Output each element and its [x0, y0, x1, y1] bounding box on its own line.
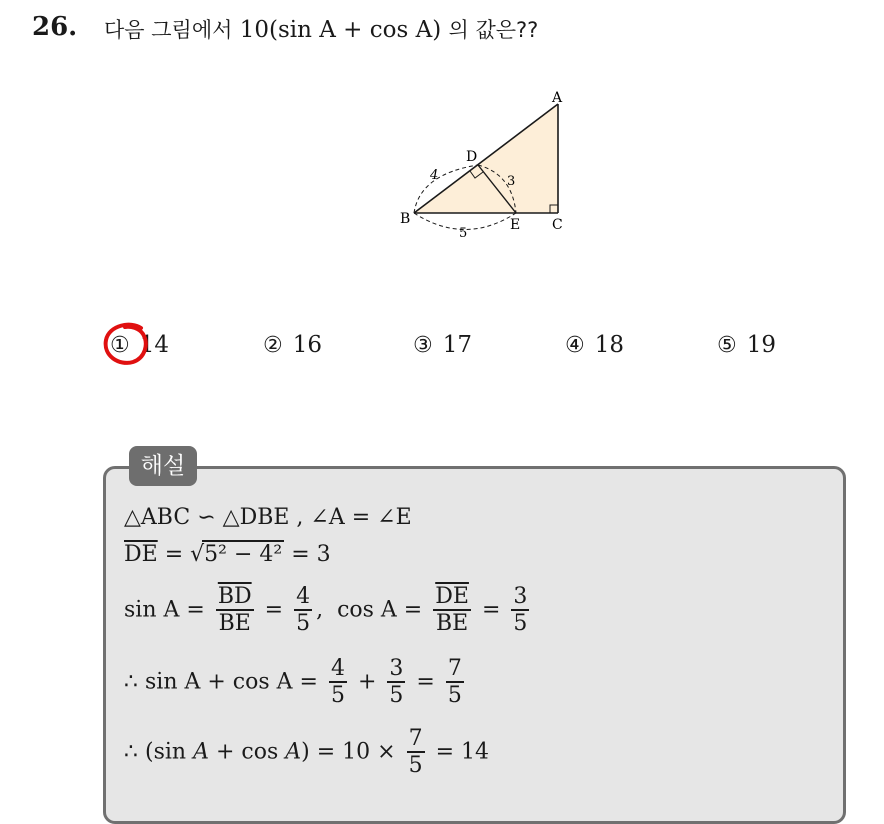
choice-4-value: 18 — [594, 332, 625, 358]
question-text-prefix: 다음 그림에서 — [104, 18, 233, 42]
numerator: $\overline{DE}$ — [435, 584, 469, 609]
denominator: 5 — [389, 683, 404, 709]
similar-symbol: ∽ — [197, 505, 216, 530]
choice-4-mark: ④ — [565, 333, 585, 358]
radicand: 5² − 4² — [204, 542, 283, 567]
equals: = — [164, 542, 184, 567]
equals: = — [481, 597, 501, 623]
choice-5-value: 19 — [746, 332, 777, 358]
final-var-a1: A — [193, 739, 209, 765]
final-text-c: ) = 10 × — [301, 739, 396, 765]
final-text-a: (sin — [145, 739, 194, 765]
label-B: B — [400, 211, 411, 227]
fraction-4-5 — [294, 584, 312, 637]
therefore-icon: ∴ — [124, 739, 138, 765]
plus: + — [357, 669, 377, 695]
question-text-math: 10(sin A + cos A) — [239, 17, 442, 43]
therefore-icon: ∴ — [124, 669, 138, 695]
denominator — [433, 609, 471, 636]
choice-2-value: 16 — [292, 332, 323, 358]
label-E: E — [510, 217, 521, 233]
fraction-a — [329, 656, 347, 709]
fraction-b — [387, 656, 405, 709]
triangle-figure — [390, 84, 580, 248]
solution-line-similarity — [124, 505, 412, 530]
triangle-dbe-angles: △DBE , ∠A = ∠E — [222, 505, 412, 530]
numerator: 3 — [389, 656, 404, 681]
numerator: 7 — [447, 656, 462, 681]
solution-line-sin-cos — [124, 584, 533, 637]
denominator — [216, 609, 254, 636]
triangle-diagram — [390, 84, 580, 244]
denominator-text: BE — [218, 611, 251, 637]
equals: = — [264, 597, 284, 623]
numerator: $\overline{BD}$ — [217, 584, 252, 609]
sqrt-icon: √ — [190, 542, 205, 567]
sum-text: sin A + cos A = — [145, 669, 318, 695]
fraction-de-be — [433, 584, 471, 637]
choice-2-mark: ② — [263, 333, 283, 358]
numerator: 7 — [408, 726, 423, 751]
denominator: 5 — [296, 611, 311, 637]
comma: , — [316, 597, 324, 623]
final-var-a2: A — [285, 739, 302, 765]
choice-3-mark: ③ — [413, 333, 433, 358]
equals: = — [416, 669, 435, 695]
question-number: 26. — [32, 12, 78, 42]
choice-3-value: 17 — [442, 332, 473, 358]
fraction-3-5 — [511, 584, 529, 637]
numerator: 4 — [330, 656, 345, 681]
label-A: A — [552, 90, 563, 106]
length-BE: 5 — [459, 226, 468, 241]
sin-label: sin A = — [124, 597, 205, 623]
choice-2[interactable] — [263, 332, 322, 358]
solution-line-de — [124, 540, 331, 567]
choice-5-mark: ⑤ — [717, 333, 737, 358]
denominator: 5 — [330, 683, 345, 709]
choice-1-value: 14 — [139, 332, 170, 358]
numerator: 4 — [296, 584, 311, 609]
fraction-7-5 — [407, 726, 425, 779]
denominator-text: BE — [435, 611, 469, 637]
denominator: 5 — [513, 611, 528, 637]
solution-tag: 해설 — [129, 446, 197, 486]
fraction-c — [446, 656, 464, 709]
length-DE: 3 — [507, 174, 516, 189]
numerator: 3 — [513, 584, 528, 609]
denominator: 5 — [447, 683, 462, 709]
selected-answer-circle-icon — [101, 322, 153, 370]
choice-3[interactable] — [413, 332, 472, 358]
solution-line-final — [124, 726, 489, 779]
choice-4[interactable] — [565, 332, 624, 358]
final-text-b: + cos — [208, 739, 286, 765]
segment-de-label: $\overline{DE}$ — [124, 542, 158, 567]
question-text — [104, 14, 538, 44]
denominator: 5 — [408, 753, 423, 779]
label-D: D — [466, 149, 478, 165]
triangle-abc: △ABC — [124, 505, 191, 530]
final-result: = 14 — [435, 739, 489, 765]
fraction-bd-be — [216, 584, 254, 637]
choice-1-mark: ① — [110, 333, 130, 358]
choice-5[interactable] — [717, 332, 776, 358]
cos-label: cos A = — [337, 597, 423, 623]
length-BD: 4 — [430, 168, 439, 183]
label-C: C — [552, 217, 563, 233]
de-result: = 3 — [291, 542, 331, 567]
solution-line-sum — [124, 656, 468, 709]
question-text-suffix: 의 값은?? — [448, 18, 539, 42]
